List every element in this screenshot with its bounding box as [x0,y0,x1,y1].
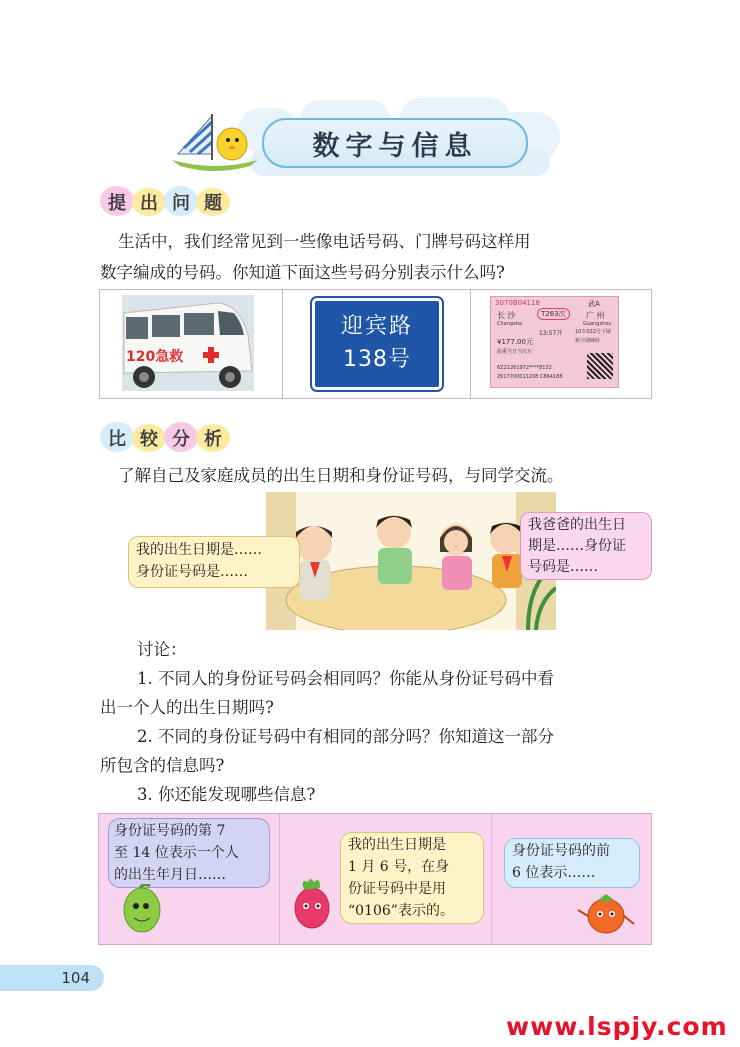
ticket-code: 3070B04118 [495,299,540,307]
compare-instruction: 了解自己及家庭成员的出生日期和身份证号码，与同学交流。 [118,466,564,485]
street-sign-number: 138号 [343,347,411,372]
b3-line2: 6 位表示…… [512,865,596,881]
train-ticket [490,296,619,388]
section-heading-compare: 比较分析 [108,429,236,450]
b1-line1: 身份证号码的第 7 [114,823,226,839]
ambulance-illustration [122,295,254,391]
question-3: 3. 你还能发现哪些信息? [137,785,316,804]
b3-line1: 身份证号码的前 [512,843,610,859]
question-2-line2: 所包含的信息吗? [100,756,225,775]
ticket-price: ¥177.00元 [497,338,533,346]
radish-character-icon [290,876,334,932]
ticket-from: 长 沙 [497,311,516,320]
tomato-character-icon [576,890,638,940]
watermark: www.lspjy.com [506,1012,728,1041]
b1-line2: 至 14 位表示一个人 [114,845,239,861]
page-number: 104 [0,965,104,991]
b2-line2: 1 月 6 号，在身 [348,859,450,875]
section-heading-ask: 提出问题 [108,193,236,214]
bubble-right-line3: 号码是…… [528,559,598,575]
b2-line1: 我的出生日期是 [348,837,446,853]
page-title: 数字与信息 [262,118,528,168]
discussion-heading: 讨论： [137,640,187,659]
ticket-serial: 2617700011208 C864188 [497,374,563,380]
ticket-from-pinyin: Changsha [497,321,522,327]
bubble-right-line2: 期是……身份证 [528,538,626,554]
ticket-note: 限乘当日当次车 [497,349,533,355]
students-table-illustration [266,492,556,630]
b1-line3: 的出生年月日…… [114,867,226,883]
ticket-to-pinyin: Guangzhou [583,321,612,327]
b2-line3: 份证号码中是用 [348,881,446,897]
ticket-id: 6Z21261972****8132 [497,365,552,371]
green-mango-character-icon [118,884,168,940]
ambulance-number-text: 120急救 [126,349,184,365]
ticket-train: T263次 [537,308,570,320]
ticket-to: 广 州 [586,311,605,320]
intro-line-2: 数字编成的号码。你知道下面这些号码分别表示什么吗? [100,263,505,282]
qr-code-icon [587,353,613,379]
question-1-line1: 1. 不同人的身份证号码会相同吗？你能从身份证号码中看 [137,669,554,688]
question-1-line2: 出一个人的出生日期吗? [100,698,274,717]
ticket-type: 新空调硬卧 [575,338,601,344]
ticket-car: 10车022号下铺 [575,329,611,335]
question-2-line1: 2. 不同的身份证号码中有相同的部分吗？你知道这一部分 [137,727,554,746]
intro-line-1: 生活中，我们经常见到一些像电话号码、门牌号码这样用 [118,232,531,251]
street-sign [312,298,442,390]
b2-line4: “0106”表示的。 [348,903,454,919]
panel-divider [279,814,280,944]
bubble-left-line2: 身份证号码是…… [136,564,248,580]
street-sign-road: 迎宾路 [340,314,413,339]
sailboat-mascot-icon [170,112,260,172]
bubble-left-line1: 我的出生日期是…… [136,542,262,558]
panel-divider [491,814,492,944]
bubble-right-line1: 我爸爸的出生日 [528,517,626,533]
ticket-class: 武A [588,300,600,308]
ticket-time: 13:57开 [539,330,563,337]
